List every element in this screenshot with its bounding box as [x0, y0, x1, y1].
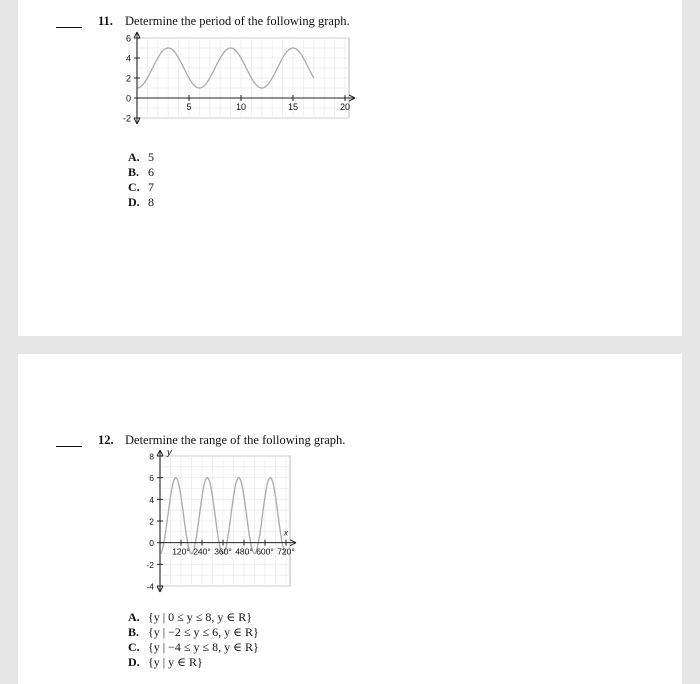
question-prompt-12: Determine the range of the following graph. [125, 433, 346, 447]
x-tick-label: 120° [172, 546, 190, 557]
x-tick-label: 240° [193, 546, 211, 557]
y-tick-label: -2 [146, 559, 154, 570]
x-tick-label: 15 [287, 102, 299, 112]
period-graph [115, 32, 355, 137]
y-tick-label: 4 [125, 53, 131, 64]
question-number-11: 11. [98, 14, 113, 28]
answer-choices-12 [128, 610, 259, 670]
choice-11-b[interactable]: B. 6 [128, 165, 154, 179]
answer-blank-12[interactable] [56, 446, 82, 447]
x-tick-label: 720° [277, 546, 295, 557]
x-tick-label: 20 [339, 102, 351, 112]
x-tick-label: 600° [256, 546, 274, 557]
y-tick-label: -2 [122, 113, 131, 124]
answer-blank-11[interactable] [56, 27, 82, 28]
y-tick-label: 2 [149, 516, 154, 527]
x-tick-label: 480° [235, 546, 253, 557]
y-tick-label: -4 [146, 581, 154, 592]
y-tick-label: 6 [149, 473, 154, 484]
choice-12-d[interactable]: D. {y | y ∈ R} [128, 655, 203, 669]
answer-choices-11 [128, 150, 154, 210]
choice-11-c[interactable]: C. 7 [128, 180, 154, 194]
x-tick-label: 360° [214, 546, 232, 557]
y-tick-label: 0 [149, 538, 154, 549]
y-tick-label: 0 [125, 93, 131, 104]
y-tick-label: 8 [149, 451, 154, 462]
question-prompt-11: Determine the period of the following graph. [125, 14, 350, 28]
worksheet-page-2 [18, 354, 682, 684]
choice-12-a[interactable]: A. {y | 0 ≤ y ≤ 8, y ∈ R} [128, 610, 252, 624]
choice-12-b[interactable]: B. {y | −2 ≤ y ≤ 6, y ∈ R} [128, 625, 259, 639]
x-tick-label: 5 [186, 102, 192, 112]
choice-12-c[interactable]: C. {y | −4 ≤ y ≤ 8, y ∈ R} [128, 640, 259, 654]
worksheet-page-1 [18, 0, 682, 336]
choice-11-d[interactable]: D. 8 [128, 195, 154, 209]
y-tick-label: 6 [125, 33, 131, 44]
y-tick-label: 4 [149, 494, 154, 505]
x-axis-label: x [283, 527, 289, 538]
y-axis-label: y [167, 447, 172, 458]
x-tick-label: 10 [235, 102, 247, 112]
question-number-12: 12. [98, 433, 114, 447]
range-graph [122, 447, 295, 595]
y-tick-label: 2 [125, 73, 131, 84]
choice-11-a[interactable]: A. 5 [128, 150, 154, 164]
